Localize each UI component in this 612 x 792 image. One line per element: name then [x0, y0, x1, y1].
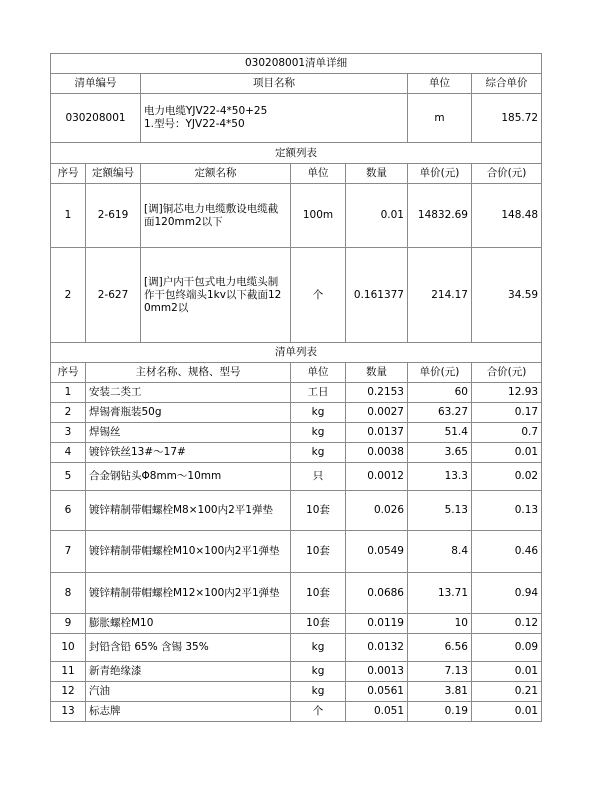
materials-row-total: 0.12: [472, 614, 542, 634]
materials-row-unit: 10套: [291, 614, 346, 634]
materials-row-price: 0.19: [408, 702, 472, 722]
materials-row: [51, 573, 542, 614]
table-title: 030208001清单详细: [51, 54, 542, 74]
materials-row-unit: kg: [291, 443, 346, 463]
materials-col-total: 合价(元): [472, 363, 542, 383]
quota-row-name: [调]铜芯电力电缆敷设电缆截面120mm2以下: [141, 184, 291, 248]
materials-row-name: 焊锡丝: [86, 423, 291, 443]
materials-col-name: 主材名称、规格、型号: [86, 363, 291, 383]
materials-row-price: 5.13: [408, 491, 472, 531]
materials-row-qty: 0.0027: [346, 403, 408, 423]
quota-row: [51, 184, 542, 248]
materials-row: [51, 423, 542, 443]
materials-row-price: 60: [408, 383, 472, 403]
materials-row-price: 10: [408, 614, 472, 634]
materials-row-name: 膨胀螺栓M10: [86, 614, 291, 634]
materials-row-unit: kg: [291, 682, 346, 702]
quota-row-no: 2: [51, 248, 86, 343]
quota-row: [51, 248, 542, 343]
materials-row-qty: 0.0137: [346, 423, 408, 443]
quota-row-total: 148.48: [472, 184, 542, 248]
materials-row-unit: 只: [291, 463, 346, 491]
quota-col-price: 单价(元): [408, 164, 472, 184]
materials-row-no: 13: [51, 702, 86, 722]
materials-row-no: 12: [51, 682, 86, 702]
header-code: 清单编号: [51, 74, 141, 94]
bill-detail-table: [50, 53, 542, 722]
materials-row-total: 0.17: [472, 403, 542, 423]
quota-row-total: 34.59: [472, 248, 542, 343]
materials-row-no: 2: [51, 403, 86, 423]
quota-section-title: 定额列表: [51, 143, 542, 164]
quota-row-qty: 0.161377: [346, 248, 408, 343]
materials-row-qty: 0.0132: [346, 634, 408, 662]
materials-col-no: 序号: [51, 363, 86, 383]
quota-row-qty: 0.01: [346, 184, 408, 248]
materials-row-name: 安装二类工: [86, 383, 291, 403]
materials-row-no: 7: [51, 531, 86, 573]
materials-row-price: 8.4: [408, 531, 472, 573]
materials-col-price: 单价(元): [408, 363, 472, 383]
quota-row-code: 2-627: [86, 248, 141, 343]
quota-col-qty: 数量: [346, 164, 408, 184]
materials-row-total: 0.46: [472, 531, 542, 573]
item-code: 030208001: [51, 94, 141, 143]
materials-row-no: 5: [51, 463, 86, 491]
materials-row-total: 0.13: [472, 491, 542, 531]
materials-row-qty: 0.051: [346, 702, 408, 722]
materials-row: [51, 463, 542, 491]
materials-row-price: 13.3: [408, 463, 472, 491]
item-name-line1: 电力电缆YJV22-4*50+25: [144, 105, 268, 117]
quota-row-unit: 100m: [291, 184, 346, 248]
materials-row-no: 6: [51, 491, 86, 531]
materials-row-total: 0.21: [472, 682, 542, 702]
materials-row-price: 63.27: [408, 403, 472, 423]
materials-row-total: 0.94: [472, 573, 542, 614]
materials-row: [51, 531, 542, 573]
materials-row-qty: 0.0038: [346, 443, 408, 463]
materials-row-total: 12.93: [472, 383, 542, 403]
materials-row-unit: 10套: [291, 491, 346, 531]
materials-row-price: 51.4: [408, 423, 472, 443]
materials-row-price: 3.81: [408, 682, 472, 702]
materials-row-qty: 0.2153: [346, 383, 408, 403]
materials-row: [51, 682, 542, 702]
quota-col-unit: 单位: [291, 164, 346, 184]
header-unit: 单位: [408, 74, 472, 94]
materials-row-unit: 个: [291, 702, 346, 722]
materials-row-unit: 10套: [291, 573, 346, 614]
item-name: [141, 94, 408, 143]
materials-row-unit: kg: [291, 403, 346, 423]
materials-row-name: 镀锌精制带帽螺栓M10×100内2平1弹垫: [86, 531, 291, 573]
item-unit: m: [408, 94, 472, 143]
item-price: 185.72: [472, 94, 542, 143]
materials-row-qty: 0.0561: [346, 682, 408, 702]
materials-row-qty: 0.0686: [346, 573, 408, 614]
materials-row: [51, 634, 542, 662]
materials-row-name: 焊锡膏瓶装50g: [86, 403, 291, 423]
materials-row-total: 0.01: [472, 662, 542, 682]
materials-row-no: 4: [51, 443, 86, 463]
materials-row-price: 3.65: [408, 443, 472, 463]
materials-col-qty: 数量: [346, 363, 408, 383]
materials-row-unit: 10套: [291, 531, 346, 573]
materials-row-no: 10: [51, 634, 86, 662]
materials-row-total: 0.01: [472, 443, 542, 463]
materials-row-name: 标志牌: [86, 702, 291, 722]
materials-row-no: 9: [51, 614, 86, 634]
materials-row-name: 合金钢钻头Φ8mm～10mm: [86, 463, 291, 491]
materials-row-unit: kg: [291, 662, 346, 682]
materials-row-total: 0.01: [472, 702, 542, 722]
quota-row-price: 214.17: [408, 248, 472, 343]
materials-row-unit: kg: [291, 634, 346, 662]
quota-row-name: [调]户内干包式电力电缆头制作干包终端头1kv以下截面120mm2以: [141, 248, 291, 343]
quota-col-code: 定额编号: [86, 164, 141, 184]
quota-row-code: 2-619: [86, 184, 141, 248]
materials-row: [51, 614, 542, 634]
materials-row-price: 13.71: [408, 573, 472, 614]
materials-row-unit: kg: [291, 423, 346, 443]
materials-row-qty: 0.0549: [346, 531, 408, 573]
quota-col-name: 定额名称: [141, 164, 291, 184]
materials-row: [51, 383, 542, 403]
materials-row: [51, 491, 542, 531]
materials-row-price: 7.13: [408, 662, 472, 682]
materials-row-no: 11: [51, 662, 86, 682]
materials-row-name: 新青绝缘漆: [86, 662, 291, 682]
materials-row-total: 0.7: [472, 423, 542, 443]
materials-row-no: 1: [51, 383, 86, 403]
quota-row-unit: 个: [291, 248, 346, 343]
quota-row-no: 1: [51, 184, 86, 248]
materials-row-name: 汽油: [86, 682, 291, 702]
item-name-line2: 1.型号：YJV22-4*50: [144, 118, 245, 130]
materials-row: [51, 662, 542, 682]
materials-row-no: 3: [51, 423, 86, 443]
materials-col-unit: 单位: [291, 363, 346, 383]
header-name: 项目名称: [141, 74, 408, 94]
materials-row-total: 0.02: [472, 463, 542, 491]
materials-row: [51, 403, 542, 423]
materials-row-name: 镀锌铁丝13#～17#: [86, 443, 291, 463]
materials-row-unit: 工日: [291, 383, 346, 403]
materials-row: [51, 702, 542, 722]
materials-row-price: 6.56: [408, 634, 472, 662]
materials-row-qty: 0.0013: [346, 662, 408, 682]
materials-row-name: 镀锌精制带帽螺栓M8×100内2平1弹垫: [86, 491, 291, 531]
materials-row: [51, 443, 542, 463]
materials-row-qty: 0.026: [346, 491, 408, 531]
materials-row-name: 封铅含铅 65% 含锡 35%: [86, 634, 291, 662]
materials-section-title: 清单列表: [51, 343, 542, 363]
materials-row-name: 镀锌精制带帽螺栓M12×100内2平1弹垫: [86, 573, 291, 614]
quota-col-no: 序号: [51, 164, 86, 184]
materials-row-qty: 0.0119: [346, 614, 408, 634]
header-price: 综合单价: [472, 74, 542, 94]
materials-row-total: 0.09: [472, 634, 542, 662]
materials-row-qty: 0.0012: [346, 463, 408, 491]
quota-col-total: 合价(元): [472, 164, 542, 184]
materials-row-no: 8: [51, 573, 86, 614]
quota-row-price: 14832.69: [408, 184, 472, 248]
